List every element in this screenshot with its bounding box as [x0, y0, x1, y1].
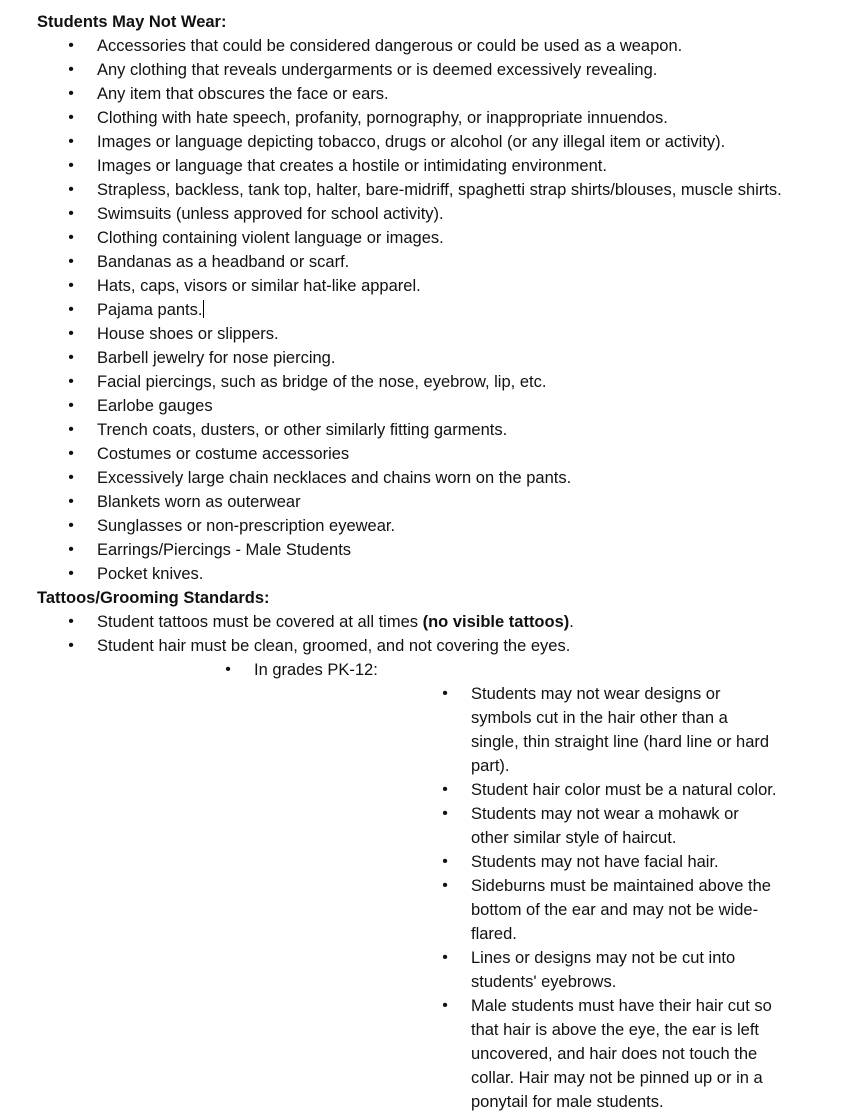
tattoo-rule-text: Student tattoos must be covered at all times	[97, 613, 423, 631]
bullet-icon: •	[68, 541, 74, 558]
list-item-text: Sunglasses or non-prescription eyewear.	[97, 517, 396, 535]
list-item	[0, 562, 861, 586]
bullet-icon: •	[68, 109, 74, 126]
list-item-text: Students may not have facial hair.	[471, 853, 719, 871]
hair-rule: Student hair must be clean, groomed, and not covering the eyes.	[97, 637, 571, 655]
list-item	[0, 82, 861, 106]
list-item-text: Hats, caps, visors or similar hat-like apparel.	[97, 277, 421, 295]
bullet-icon: •	[68, 205, 74, 222]
list-item	[0, 370, 861, 394]
bullet-icon: •	[68, 253, 74, 270]
bullet-icon: •	[68, 469, 74, 486]
bullet-icon: •	[68, 181, 74, 198]
list-item-text: Clothing with hate speech, profanity, pornography, or inappropriate innuendos.	[97, 109, 668, 127]
bullet-icon: •	[68, 229, 74, 246]
list-item-text: Strapless, backless, tank top, halter, bare-midriff, spaghetti strap shirts/blouses, muscle shirts.	[97, 181, 782, 199]
list-item	[0, 130, 861, 154]
list-item-text: Barbell jewelry for nose piercing.	[97, 349, 336, 367]
list-item	[0, 106, 861, 130]
list-item	[0, 514, 861, 538]
section-heading-tattoos-grooming: Tattoos/Grooming Standards:	[37, 589, 270, 607]
bullet-icon: •	[68, 37, 74, 54]
bullet-icon: •	[68, 133, 74, 150]
list-item-hair	[0, 634, 861, 1114]
list-item	[254, 802, 821, 850]
list-item-text: Bandanas as a headband or scarf.	[97, 253, 350, 271]
bullet-icon: •	[68, 493, 74, 510]
bullet-icon: •	[68, 637, 74, 654]
bullet-icon: •	[442, 853, 448, 870]
list-item	[0, 274, 861, 298]
list-item	[0, 178, 861, 202]
document-page	[0, 10, 861, 1114]
bullet-icon: •	[68, 277, 74, 294]
tattoo-rule	[97, 613, 574, 631]
tattoo-rule-emphasis: (no visible tattoos)	[422, 613, 570, 631]
list-item-text: Excessively large chain necklaces and chains worn on the pants.	[97, 469, 572, 487]
list-item-text: Student hair color must be a natural color.	[471, 781, 777, 799]
list-item-text: Male students must have their hair cut so that hair is above the eye, the ear is left uncovered, and hair does not touch the collar. Hair may not be pinned up or in a ponytail for male students.	[471, 997, 772, 1111]
bullet-icon: •	[68, 373, 74, 390]
list-item	[0, 250, 861, 274]
list-item-text: Lines or designs may not be cut into students' eyebrows.	[471, 949, 736, 991]
list-item	[0, 346, 861, 370]
section-heading-may-not-wear: Students May Not Wear:	[37, 13, 227, 31]
list-item	[0, 226, 861, 250]
bullet-icon: •	[68, 157, 74, 174]
list-item-text: Any clothing that reveals undergarments or is deemed excessively revealing.	[97, 61, 658, 79]
list-item-text: Accessories that could be considered dangerous or could be used as a weapon.	[97, 37, 683, 55]
list-item	[254, 682, 821, 778]
list-item-text: Costumes or costume accessories	[97, 445, 350, 463]
bullet-icon: •	[442, 877, 448, 894]
bullet-icon: •	[68, 61, 74, 78]
list-item	[0, 202, 861, 226]
list-item	[0, 490, 861, 514]
list-item-text: Pajama pants.	[97, 301, 203, 319]
list-item-text: Blankets worn as outerwear	[97, 493, 301, 511]
list-item-text: Swimsuits (unless approved for school activity).	[97, 205, 444, 223]
list-item-text: Pocket knives.	[97, 565, 204, 583]
bullet-icon: •	[68, 565, 74, 582]
list-item	[254, 994, 821, 1114]
list-item-text: Students may not wear a mohawk or other similar style of haircut.	[471, 805, 739, 847]
bullet-icon: •	[68, 613, 74, 630]
tattoos-grooming-list	[0, 610, 861, 1114]
list-item	[0, 394, 861, 418]
bullet-icon: •	[442, 805, 448, 822]
list-item-text: Earlobe gauges	[97, 397, 213, 415]
grades-label: In grades PK-12:	[254, 661, 378, 679]
list-item-text: Facial piercings, such as bridge of the nose, eyebrow, lip, etc.	[97, 373, 547, 391]
bullet-icon: •	[442, 781, 448, 798]
list-item-text: Students may not wear designs or symbols cut in the hair other than a single, thin straight line (hard line or hard part).	[471, 685, 770, 775]
list-item	[0, 418, 861, 442]
list-item-grades	[97, 658, 821, 1114]
grade-rules-list	[254, 682, 821, 1114]
bullet-icon: •	[442, 997, 448, 1014]
list-item-text: Sideburns must be maintained above the bottom of the ear and may not be wide-flared.	[471, 877, 771, 943]
tattoo-rule-end: .	[569, 613, 574, 631]
list-item-text: Images or language that creates a hostile or intimidating environment.	[97, 157, 607, 175]
list-item	[0, 58, 861, 82]
bullet-icon: •	[68, 85, 74, 102]
bullet-icon: •	[68, 517, 74, 534]
list-item-text: House shoes or slippers.	[97, 325, 279, 343]
bullet-icon: •	[442, 949, 448, 966]
list-item	[0, 442, 861, 466]
may-not-wear-list	[0, 34, 861, 586]
text-cursor	[203, 300, 204, 318]
list-item	[254, 946, 821, 994]
list-item	[254, 874, 821, 946]
bullet-icon: •	[68, 397, 74, 414]
list-item	[0, 538, 861, 562]
list-item	[0, 466, 861, 490]
bullet-icon: •	[68, 421, 74, 438]
list-item-text: Trench coats, dusters, or other similarly fitting garments.	[97, 421, 508, 439]
list-item	[0, 154, 861, 178]
list-item-text: Clothing containing violent language or images.	[97, 229, 444, 247]
list-item-text: Earrings/Piercings - Male Students	[97, 541, 352, 559]
list-item	[0, 322, 861, 346]
bullet-icon: •	[442, 685, 448, 702]
hair-sublist	[97, 658, 821, 1114]
list-item	[0, 298, 861, 322]
bullet-icon: •	[68, 445, 74, 462]
list-item-tattoos	[0, 610, 861, 634]
list-item-text: Any item that obscures the face or ears.	[97, 85, 389, 103]
bullet-icon: •	[68, 325, 74, 342]
bullet-icon: •	[68, 349, 74, 366]
bullet-icon: •	[68, 301, 74, 318]
bullet-icon: •	[225, 661, 231, 678]
list-item-text: Images or language depicting tobacco, drugs or alcohol (or any illegal item or activity).	[97, 133, 726, 151]
list-item	[0, 34, 861, 58]
list-item	[254, 850, 821, 874]
list-item	[254, 778, 821, 802]
